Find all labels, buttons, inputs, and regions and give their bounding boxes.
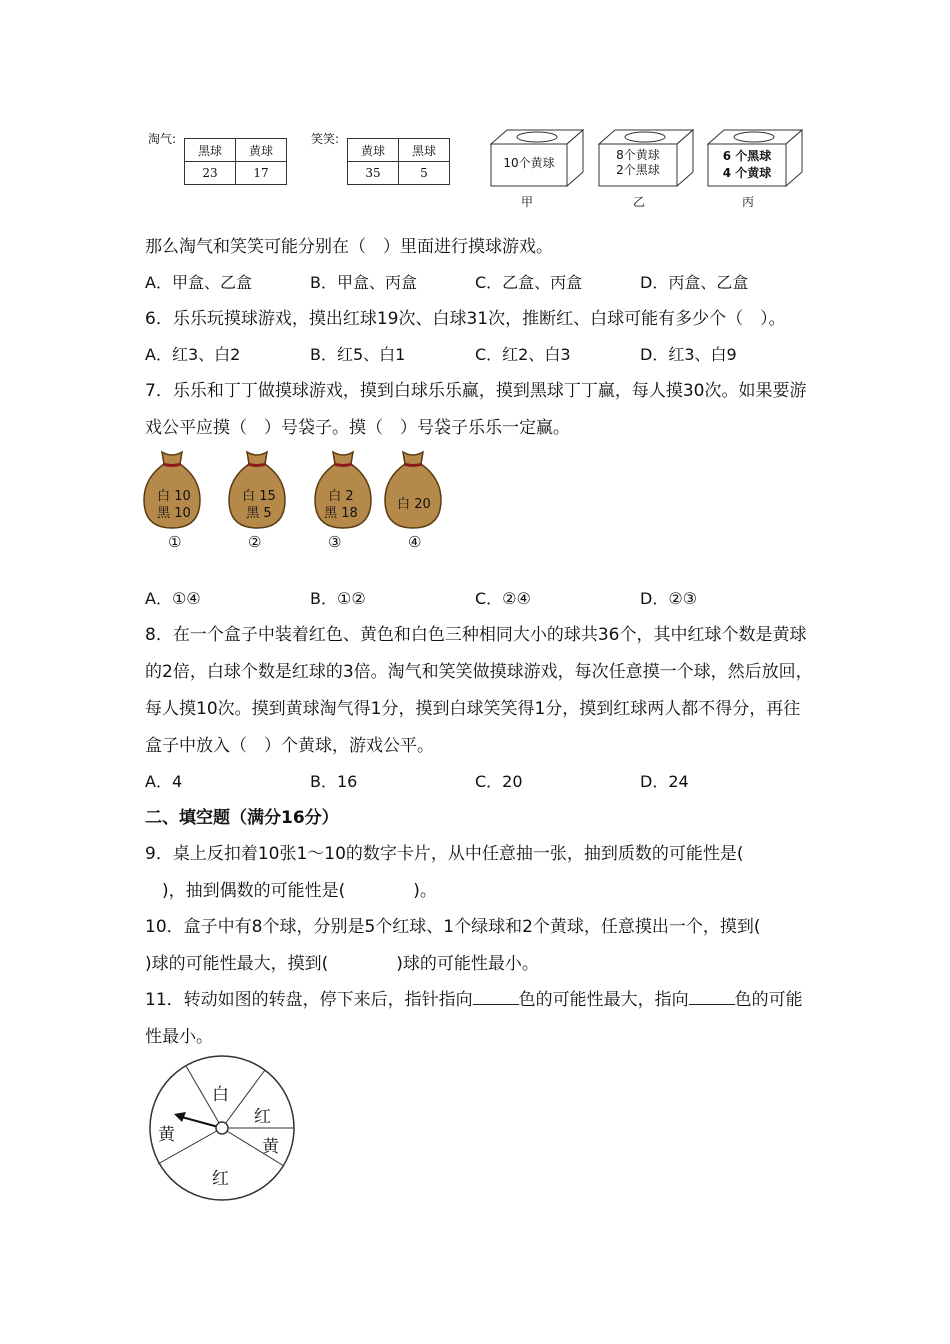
q11-blank-2[interactable] [689, 990, 735, 1005]
table-cell: 黑球 [399, 139, 450, 162]
table-cell: 5 [399, 162, 450, 185]
bag-text-line: 黑 10 [157, 506, 191, 521]
q10-line1: 10．盒子中有8个球，分别是5个红球、1个绿球和2个黄球，任意摸出一个，摸到( [145, 917, 761, 937]
xiaoxiao-table [347, 138, 450, 185]
q6-option-a: A．红3、白2 [145, 345, 241, 364]
bag-3-text [316, 488, 366, 522]
q8-option-c: C．20 [475, 772, 523, 791]
q6-option-b: B．红5、白1 [310, 345, 406, 364]
q7-option-c: C．②④ [475, 589, 531, 608]
box-bing-text [708, 148, 786, 182]
bag-4-text: 白 20 [397, 497, 431, 512]
q5-option-a: A．甲盒、乙盒 [145, 273, 252, 292]
q6-option-c: C．红2、白3 [475, 345, 571, 364]
xiaoxiao-label: 笑笑: [311, 132, 340, 146]
q5-option-d: D．丙盒、乙盒 [640, 273, 749, 292]
taoqi-label: 淘气: [148, 132, 177, 146]
q8-line4: 盒子中放入（ ）个黄球，游戏公平。 [145, 736, 434, 756]
table-cell: 23 [185, 162, 236, 185]
q8-option-b: B．16 [310, 772, 358, 791]
section-2-title: 二、填空题（满分16分） [145, 808, 339, 828]
table-cell: 35 [348, 162, 399, 185]
q11-text-c: 色的可能 [734, 990, 803, 1010]
box-text-line: 4 个黄球 [722, 166, 772, 180]
q5-option-b: B．甲盒、丙盒 [310, 273, 417, 292]
spinner-label-right: 黄 [262, 1137, 279, 1157]
q9-line1: 9．桌上反扣着10张1～10的数字卡片，从中任意抽一张，抽到质数的可能性是( [145, 844, 744, 864]
box-bing-label: 丙 [742, 195, 755, 209]
bag-1-label: ① [168, 533, 182, 551]
table-cell: 黑球 [185, 139, 236, 162]
bag-4-icon [385, 452, 441, 528]
bag-3-label: ③ [328, 533, 342, 551]
bag-1-text [152, 488, 196, 522]
bag-text-line: 白 10 [157, 489, 191, 504]
box-yi-label: 乙 [633, 195, 646, 209]
bag-4-label: ④ [408, 533, 422, 551]
bag-2-text [237, 488, 281, 522]
box-jia-text: 10个黄球 [503, 156, 555, 170]
box-text-line: 2个黑球 [616, 163, 660, 177]
q8-line1: 8．在一个盒子中装着红色、黄色和白色三种相同大小的球共36个，其中红球个数是黄球 [145, 625, 807, 645]
q11-line2: 性最小。 [145, 1027, 213, 1047]
spinner-label-upper-right: 红 [254, 1107, 271, 1127]
q9-line2: )，抽到偶数的可能性是( )。 [145, 881, 437, 901]
q5-option-c: C．乙盒、丙盒 [475, 273, 583, 292]
box-text-line: 8个黄球 [616, 148, 660, 162]
q8-option-d: D．24 [640, 772, 689, 791]
table-cell: 黄球 [236, 139, 287, 162]
q11-text-b: 色的可能性最大，指向 [518, 990, 689, 1010]
taoqi-table [184, 138, 287, 185]
bag-2-label: ② [248, 533, 262, 551]
table-cell: 黄球 [348, 139, 399, 162]
spinner-label-left: 黄 [158, 1125, 175, 1145]
q7-stem-line2: 戏公平应摸（ ）号袋子。摸（ ）号袋子乐乐一定赢。 [145, 418, 570, 438]
q6-stem: 6．乐乐玩摸球游戏，摸出红球19次、白球31次，推断红、白球可能有多少个（ ）。 [145, 309, 786, 329]
box-jia-label: 甲 [521, 195, 534, 209]
spinner-label-top: 白 [212, 1085, 229, 1105]
q7-option-b: B．①② [310, 589, 366, 608]
q10-line2: )球的可能性最大，摸到( )球的可能性最小。 [145, 954, 539, 974]
table-cell: 17 [236, 162, 287, 185]
q8-option-a: A．4 [145, 772, 183, 791]
q11-line1 [145, 989, 803, 1011]
bag-text-line: 白 15 [242, 489, 276, 504]
box-yi-text [599, 148, 677, 178]
q7-stem-line1: 7．乐乐和丁丁做摸球游戏，摸到白球乐乐赢，摸到黑球丁丁赢，每人摸30次。如果要游 [145, 381, 807, 401]
q11-text-a: 11．转动如图的转盘，停下来后，指针指向 [145, 990, 473, 1010]
q8-line2: 的2倍，白球个数是红球的3倍。淘气和笑笑做摸球游戏，每次任意摸一个球，然后放回， [145, 662, 813, 682]
q5-stem: 那么淘气和笑笑可能分别在（ ）里面进行摸球游戏。 [145, 237, 553, 257]
q8-line3: 每人摸10次。摸到黄球淘气得1分，摸到白球笑笑得1分，摸到红球两人都不得分，再往 [145, 699, 801, 719]
q7-option-a: A．①④ [145, 589, 201, 608]
q7-option-d: D．②③ [640, 589, 698, 608]
q11-blank-1[interactable] [473, 990, 519, 1005]
bag-text-line: 黑 18 [324, 506, 358, 521]
bag-text-line: 白 2 [328, 489, 354, 504]
box-text-line: 6 个黑球 [722, 149, 772, 163]
spinner-hub [216, 1122, 228, 1134]
bag-text-line: 黑 5 [246, 506, 272, 521]
spinner-label-bottom: 红 [212, 1169, 229, 1189]
q6-option-d: D．红3、白9 [640, 345, 737, 364]
